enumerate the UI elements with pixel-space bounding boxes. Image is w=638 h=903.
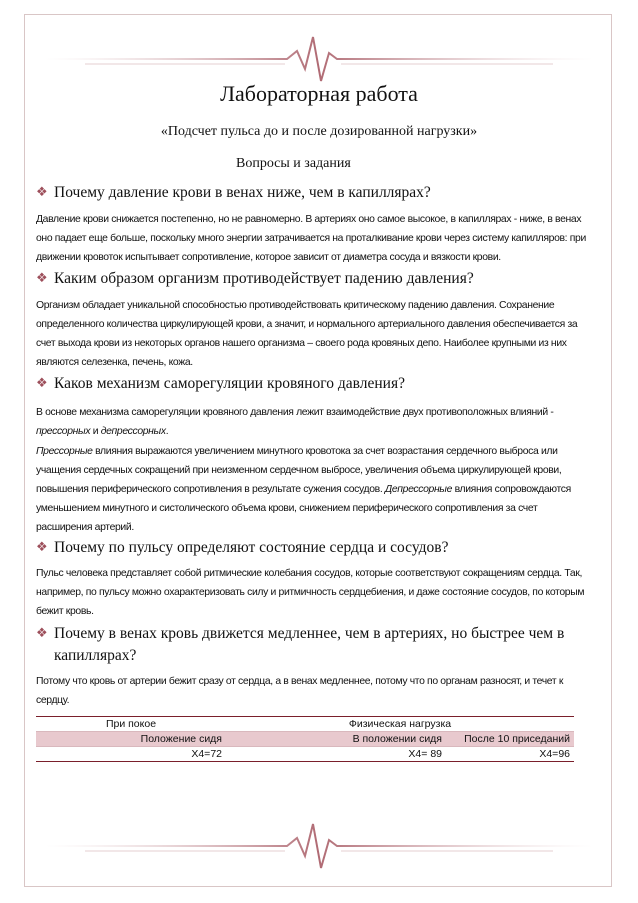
answer-3-part-1 [36, 403, 592, 441]
answer-5: Потому что кровь от артерии бежит сразу от сердца, а в венах медленнее, потому что по органам разносят, и течет к сердцу. [36, 676, 564, 706]
diamond-bullet-icon: ❖ [36, 376, 48, 391]
question-text: Каков механизм саморегуляции кровяного давления? [54, 375, 405, 392]
question-text: Почему давление крови в венах ниже, чем в капиллярах? [54, 184, 431, 201]
answer-3-part-2 [36, 442, 592, 537]
table-header-rest: При покое [36, 717, 226, 732]
diamond-bullet-icon: ❖ [36, 540, 48, 555]
diamond-bullet-icon: ❖ [36, 185, 48, 200]
table-header-load: Физическая нагрузка [226, 717, 574, 732]
answer-text: влияния сопровождаются уменьшением минутного и систолического объема крови, снижением периферического сопротивления за счет расширения артерий. [36, 484, 571, 533]
section-heading: Вопросы и задания [236, 156, 351, 171]
answer-text: влияния выражаются увеличением минутного кровотока за счет возрастания сердечного выброса или учащения сердечных сокращений при неизменном сердечном выбросе, увеличения объема циркулирующей крови, повышения периферического сопротивления в результате сужения сосудов. [36, 446, 562, 495]
answer-4: Пульс человека представляет собой ритмические колебания сосудов, которые соответствуют сокращениям сердца. Так, например, по пульсу можно охарактеризовать силу и ритмичность сердцебиения, и даже состояние сосудов, по которым бежит кровь. [36, 568, 585, 617]
heartbeat-line-icon [25, 33, 613, 85]
answer-emphasis: депрессорных [100, 426, 166, 437]
question-3 [36, 373, 596, 395]
table-row [36, 747, 574, 762]
diamond-bullet-icon: ❖ [36, 626, 48, 641]
heartbeat-line-icon [25, 820, 613, 872]
answer-text: . [165, 426, 169, 437]
table-header-row [36, 717, 574, 732]
page-subtitle: «Подсчет пульса до и после дозированной нагрузки» [160, 124, 478, 139]
question-1 [36, 182, 596, 204]
answer-emphasis: прессорных [36, 426, 91, 437]
diamond-bullet-icon: ❖ [36, 271, 48, 286]
page-title: Лабораторная работа [220, 81, 418, 106]
table-subheader-squats: После 10 приседаний [446, 732, 574, 747]
answer-emphasis: Депрессорные [384, 484, 453, 495]
question-text: Почему по пульсу определяют состояние сердца и сосудов? [54, 539, 449, 556]
question-text: Почему в венах кровь движется медленнее, чем в артериях, но быстрее чем в капиллярах? [54, 625, 565, 664]
question-4 [36, 537, 596, 559]
table-cell-seated: X4= 89 [226, 747, 446, 762]
answer-text: и [90, 426, 101, 437]
table-cell-squats: X4=96 [446, 747, 574, 762]
table-subheader-rest: Положение сидя [36, 732, 226, 747]
table-subheader-seated: В положении сидя [226, 732, 446, 747]
table-cell-rest: X4=72 [36, 747, 226, 762]
question-5 [36, 623, 596, 667]
answer-1: Давление крови снижается постепенно, но не равномерно. В артериях оно самое высокое, в капиллярах - ниже, в венах оно падает еще больше, поскольку много энергии затрачивается на проталкивание крови через систему капилляров: при движении кровоток испытывает сопротивление, которое зависит от диаметра сосуда и вязкости крови. [36, 214, 586, 263]
table-subheader-row [36, 732, 574, 747]
question-2 [36, 268, 596, 290]
answer-2: Организм обладает уникальной способностью противодействовать критическому падению давления. Сохранение определенного количества циркулирующей крови, а значит, и нормального артериального давления обеспечивается за счет выхода крови из некоторых органов нашего организма – своего рода кровяных депо. Наиболее крупными из них являются селезенка, печень, кожа. [36, 300, 578, 368]
pulse-table [36, 716, 574, 762]
answer-emphasis: Прессорные [36, 446, 93, 457]
question-text: Каким образом организм противодействует падению давления? [54, 270, 474, 287]
answer-text: В основе механизма саморегуляции кровяного давления лежит взаимодействие двух противоположных влияний - [36, 407, 554, 418]
